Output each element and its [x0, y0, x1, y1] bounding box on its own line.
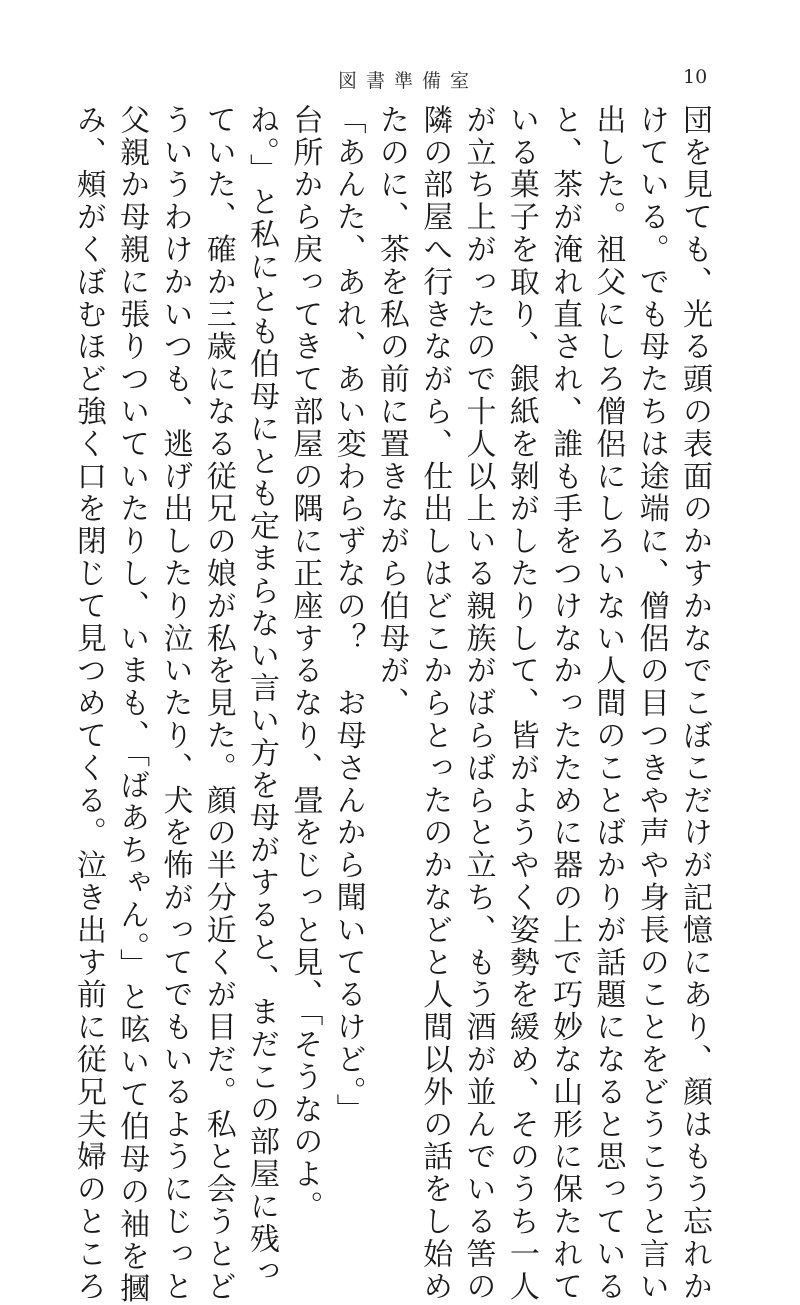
text-column: 隣の部屋へ行きながら、仕出しはどこからとったのかなどと人間以外の話をし始め	[417, 104, 453, 1303]
text-column: けている。でも母たちは途端に、僧侶の目つきや声や身長のことをどうこうと言い	[633, 104, 669, 1303]
text-column: ね。」と私にとも伯母にとも定まらない言い方を母がすると、まだこの部屋に残っ	[244, 104, 280, 1288]
text-column: 団を見ても、光る頭の表面のかすかなでこぼこだけが記憶にあり、顔はもう忘れか	[677, 104, 712, 1303]
text-column: 出した。祖父にしろ僧侶にしろいない人間のことばかりが話題になると思っている	[590, 104, 626, 1303]
text-column: たのに、茶を私の前に置きながら伯母が、	[373, 104, 409, 720]
body-text	[70, 104, 716, 1305]
text-column: と、茶が淹れ直され、誰も手をつけなかったために器の上で巧妙な山形に保たれて	[547, 104, 583, 1303]
text-column: み、頰がくぼむほど強く口を閉じて見つめてくる。泣き出す前に従兄夫婦のところ	[70, 104, 106, 1303]
text-column: ういうわけかいつも、逃げ出したり泣いたり、犬を怖がってでもいるようにじっと	[157, 104, 193, 1303]
text-column: 台所から戻ってきて部屋の隅に正座するなり、畳をじっと見、「そうなのよ。	[287, 104, 323, 1223]
page-number: 10	[683, 66, 708, 88]
text-column: ていた、確か三歳になる従兄の娘が私を見た。顔の半分近くが目だ。私と会うとど	[200, 104, 236, 1303]
text-column: 父親か母親に張りついていたりし、いまも、「ばあちゃん。」と呟いて伯母の袖を摑	[114, 104, 150, 1305]
text-column: 「あんた、あれ、あい変わらずなの？ お母さんから聞いてるけど。」	[330, 104, 366, 1126]
text-column: が立ち上がったので十人以上いる親族がばらばらと立ち、もう酒が並んでいる筈の	[460, 104, 496, 1303]
running-header: 図書準備室	[338, 70, 479, 92]
text-column: いる菓子を取り、銀紙を剝がしたりして、皆がようやく姿勢を緩め、そのうち一人	[503, 104, 539, 1303]
